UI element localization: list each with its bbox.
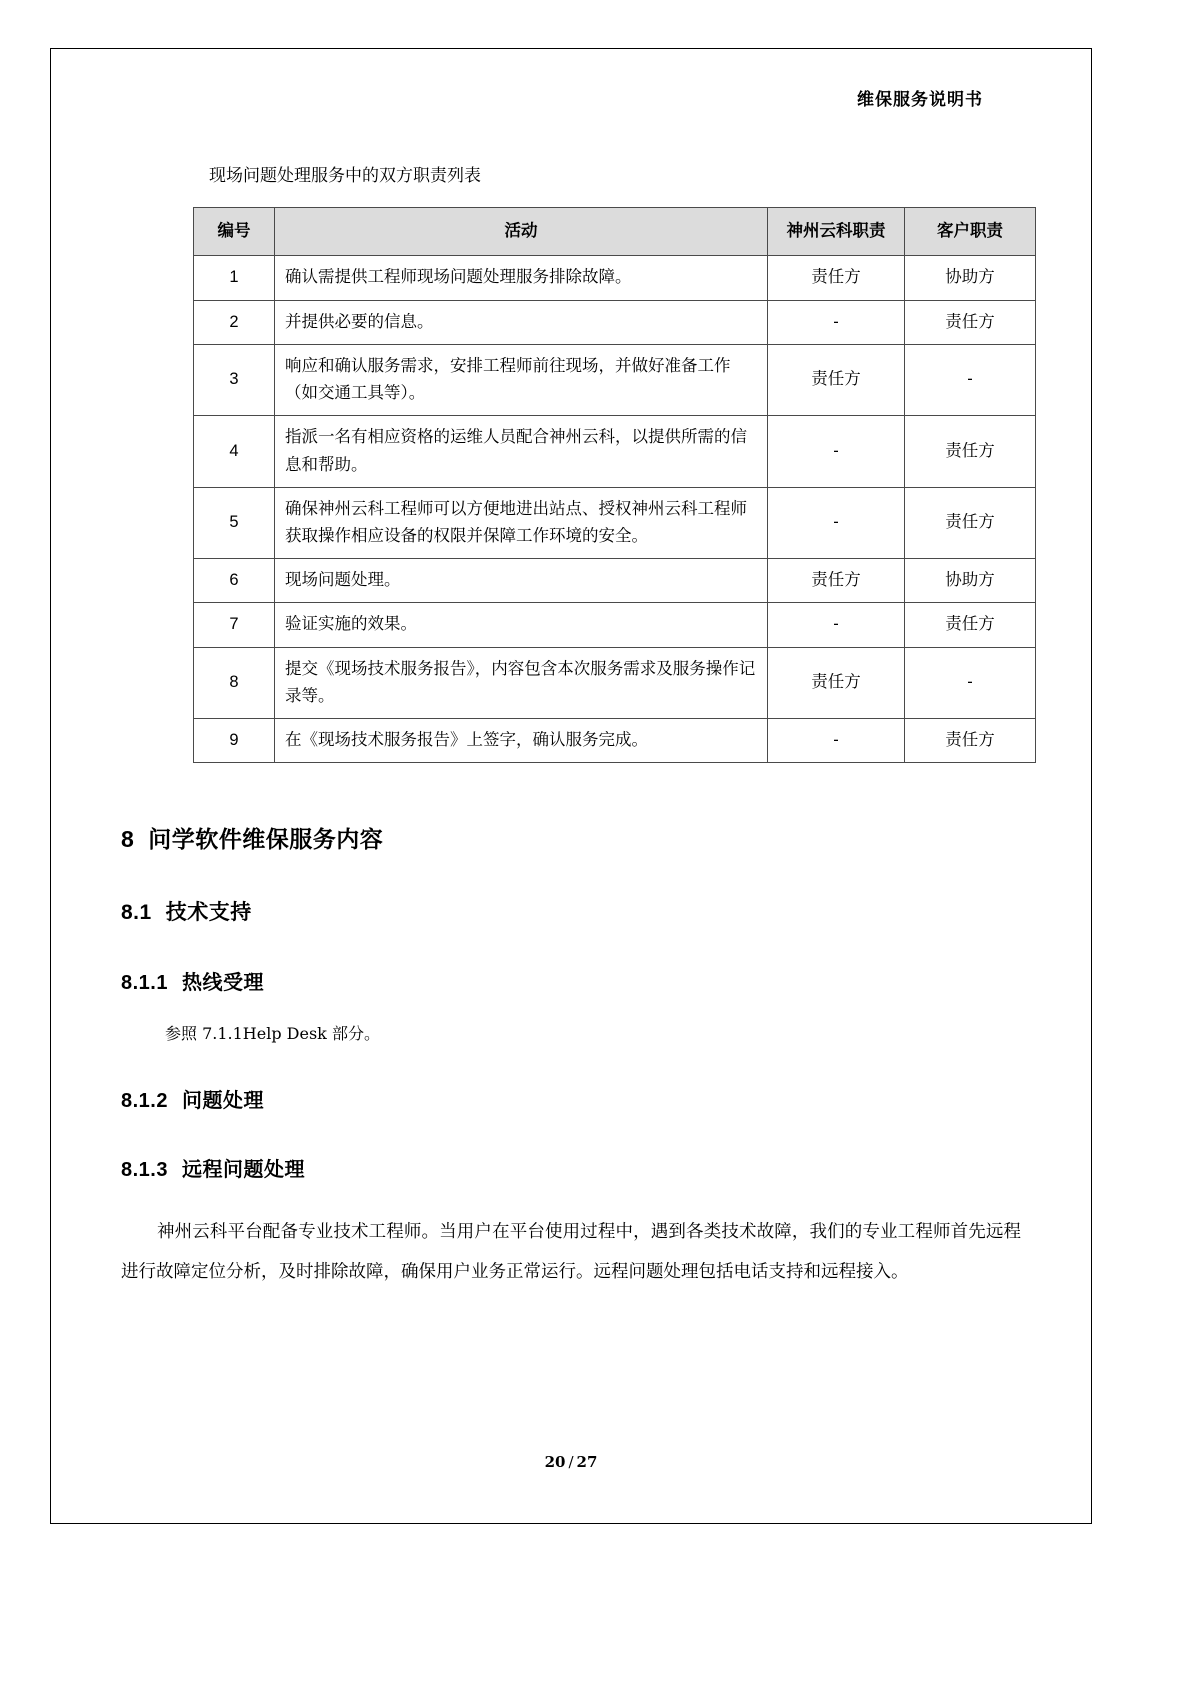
cell-customer: 责任方: [905, 300, 1036, 344]
table-row: [194, 256, 1036, 300]
section-number: 8.1.3: [121, 1159, 168, 1182]
page-content: [51, 49, 1091, 1523]
section-heading-8-1-3: [103, 1153, 1039, 1182]
table-row: [194, 487, 1036, 558]
cell-no: 9: [194, 719, 275, 763]
paragraph-8-1-1: 参照 7.1.1Help Desk 部分。: [165, 1024, 380, 1044]
cell-customer: 责任方: [905, 416, 1036, 487]
cell-szyk: -: [768, 300, 905, 344]
responsibility-table: [193, 207, 1036, 763]
cell-no: 3: [194, 344, 275, 415]
cell-szyk: -: [768, 487, 905, 558]
section-title: 远程问题处理: [181, 1159, 305, 1182]
column-header-customer-duty: 客户职责: [905, 208, 1036, 256]
section-title: 问学软件维保服务内容: [148, 826, 384, 853]
cell-no: 7: [194, 603, 275, 647]
cell-szyk: 责任方: [768, 647, 905, 718]
section-number: 8: [121, 826, 135, 853]
section-number: 8.1: [121, 901, 152, 925]
cell-szyk: 责任方: [768, 344, 905, 415]
section-heading-8-1-2: [103, 1084, 1039, 1113]
cell-customer: 协助方: [905, 256, 1036, 300]
cell-activity: 响应和确认服务需求，安排工程师前往现场，并做好准备工作（如交通工具等）。: [275, 344, 768, 415]
section-title: 技术支持: [165, 901, 252, 925]
cell-no: 4: [194, 416, 275, 487]
cell-activity: 并提供必要的信息。: [275, 300, 768, 344]
cell-activity: 确保神州云科工程师可以方便地进出站点、授权神州云科工程师获取操作相应设备的权限并保障工作环境的安全。: [275, 487, 768, 558]
table-row: [194, 416, 1036, 487]
table-row: [194, 344, 1036, 415]
document-page: [50, 48, 1092, 1524]
column-header-no: 编号: [194, 208, 275, 256]
cell-no: 5: [194, 487, 275, 558]
cell-no: 1: [194, 256, 275, 300]
cell-activity: 指派一名有相应资格的运维人员配合神州云科，以提供所需的信息和帮助。: [275, 416, 768, 487]
cell-customer: -: [905, 647, 1036, 718]
cell-no: 2: [194, 300, 275, 344]
cell-activity: 提交《现场技术服务报告》，内容包含本次服务需求及服务操作记录等。: [275, 647, 768, 718]
footer-total-pages: 27: [576, 1453, 598, 1471]
page-header-title: 维保服务说明书: [857, 90, 983, 110]
cell-szyk: -: [768, 603, 905, 647]
section-title: 热线受理: [181, 972, 264, 995]
cell-customer: 协助方: [905, 559, 1036, 603]
section-heading-8: [103, 821, 1039, 854]
table-row: [194, 300, 1036, 344]
table-row: [194, 719, 1036, 763]
footer-current-page: 20: [544, 1453, 566, 1471]
table-row: [194, 559, 1036, 603]
cell-customer: 责任方: [905, 487, 1036, 558]
cell-no: 6: [194, 559, 275, 603]
section-number: 8.1.1: [121, 972, 168, 995]
cell-customer: 责任方: [905, 603, 1036, 647]
footer-separator: /: [568, 1453, 574, 1471]
table-row: [194, 647, 1036, 718]
cell-activity: 验证实施的效果。: [275, 603, 768, 647]
cell-activity: 在《现场技术服务报告》上签字，确认服务完成。: [275, 719, 768, 763]
table-caption: 现场问题处理服务中的双方职责列表: [209, 166, 481, 185]
table-header-row: [194, 208, 1036, 256]
cell-customer: 责任方: [905, 719, 1036, 763]
section-heading-8-1-1: [103, 966, 1039, 995]
cell-activity: 现场问题处理。: [275, 559, 768, 603]
cell-activity: 确认需提供工程师现场问题处理服务排除故障。: [275, 256, 768, 300]
section-title: 问题处理: [181, 1090, 264, 1113]
table-body: [194, 256, 1036, 763]
cell-szyk: -: [768, 719, 905, 763]
page-footer: [51, 1453, 1091, 1471]
column-header-szyk-duty: 神州云科职责: [768, 208, 905, 256]
section-number: 8.1.2: [121, 1090, 168, 1113]
cell-customer: -: [905, 344, 1036, 415]
paragraph-8-1-3: 神州云科平台配备专业技术工程师。当用户在平台使用过程中，遇到各类技术故障，我们的专业工程师首先远程进行故障定位分析，及时排除故障，确保用户业务正常运行。远程问题处理包括电话支持和远程接入。: [121, 1221, 1021, 1281]
table-header: [194, 208, 1036, 256]
table-row: [194, 603, 1036, 647]
cell-szyk: 责任方: [768, 256, 905, 300]
column-header-activity: 活动: [275, 208, 768, 256]
section-heading-8-1: [103, 896, 1039, 926]
cell-szyk: -: [768, 416, 905, 487]
cell-szyk: 责任方: [768, 559, 905, 603]
cell-no: 8: [194, 647, 275, 718]
